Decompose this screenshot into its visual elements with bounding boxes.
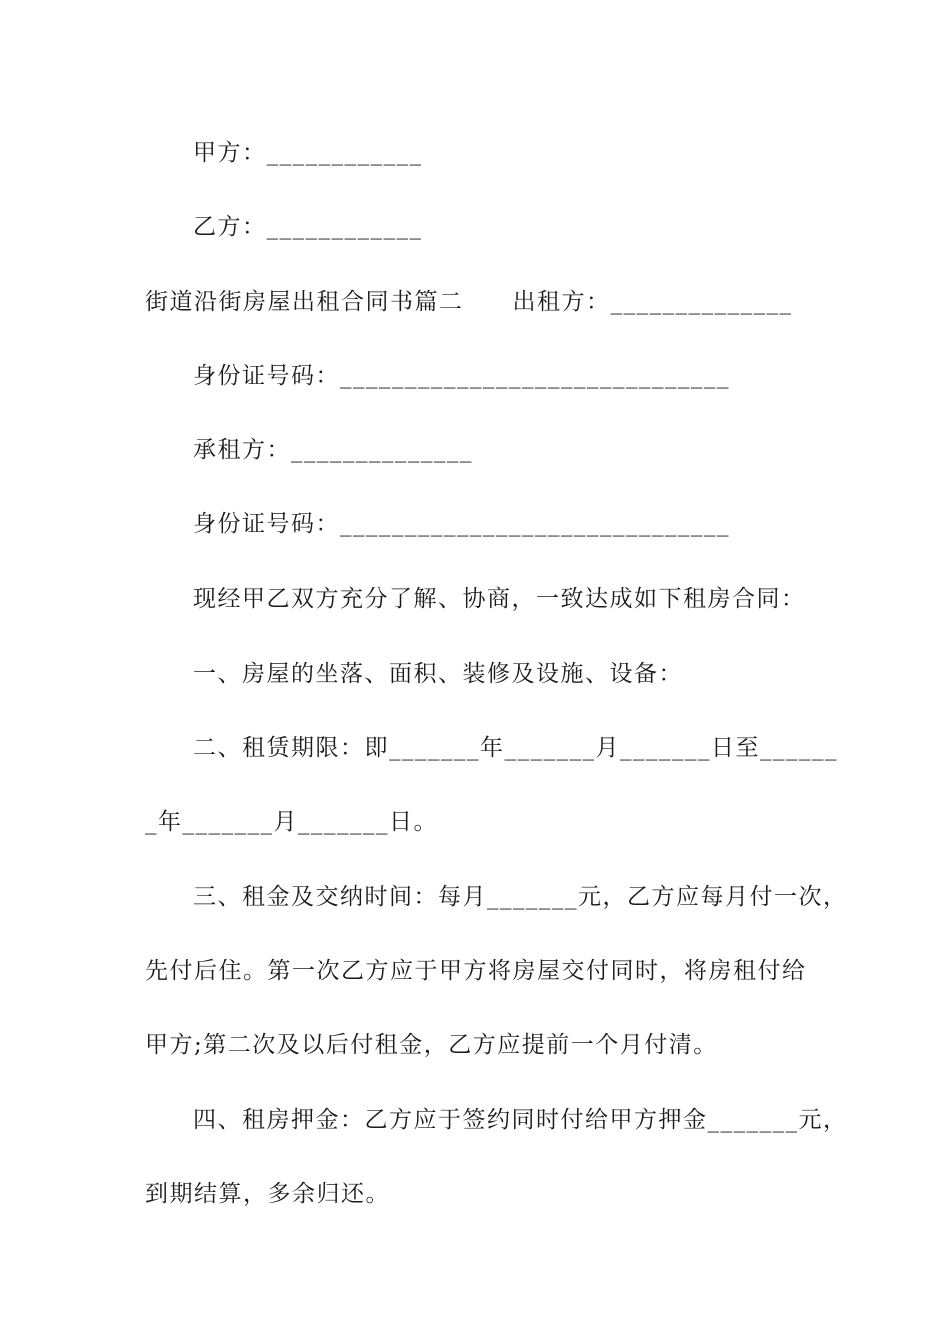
lessee-line: 承租方：______________: [193, 437, 473, 463]
party-b-line: 乙方：____________: [193, 214, 423, 240]
clause-2-line: 二、租赁期限：即_______年_______月_______日至______: [193, 735, 838, 761]
clause-3-continuation-1: 先付后住。第一次乙方应于甲方将房屋交付同时，将房租付给: [145, 958, 807, 984]
clause-4-continuation: 到期结算，多余归还。: [145, 1181, 390, 1207]
section-title-lessor-line: 街道沿街房屋出租合同书篇二 出租方：______________: [145, 289, 793, 315]
lessee-id-line: 身份证号码：______________________________: [193, 511, 730, 537]
agreement-intro-line: 现经甲乙双方充分了解、协商，一致达成如下租房合同：: [193, 586, 806, 612]
party-a-line: 甲方：____________: [193, 140, 423, 166]
clause-1-line: 一、房屋的坐落、面积、装修及设施、设备：: [193, 661, 683, 687]
clause-2-continuation: _年_______月_______日。: [145, 809, 438, 835]
clause-3-continuation-2: 甲方;第二次及以后付租金，乙方应提前一个月付清。: [145, 1032, 718, 1058]
clause-3-line: 三、租金及交纳时间：每月_______元，乙方应每月付一次，: [193, 884, 848, 910]
clause-4-line: 四、租房押金：乙方应于签约同时付给甲方押金_______元，: [193, 1107, 848, 1133]
lessor-id-line: 身份证号码：______________________________: [193, 363, 730, 389]
